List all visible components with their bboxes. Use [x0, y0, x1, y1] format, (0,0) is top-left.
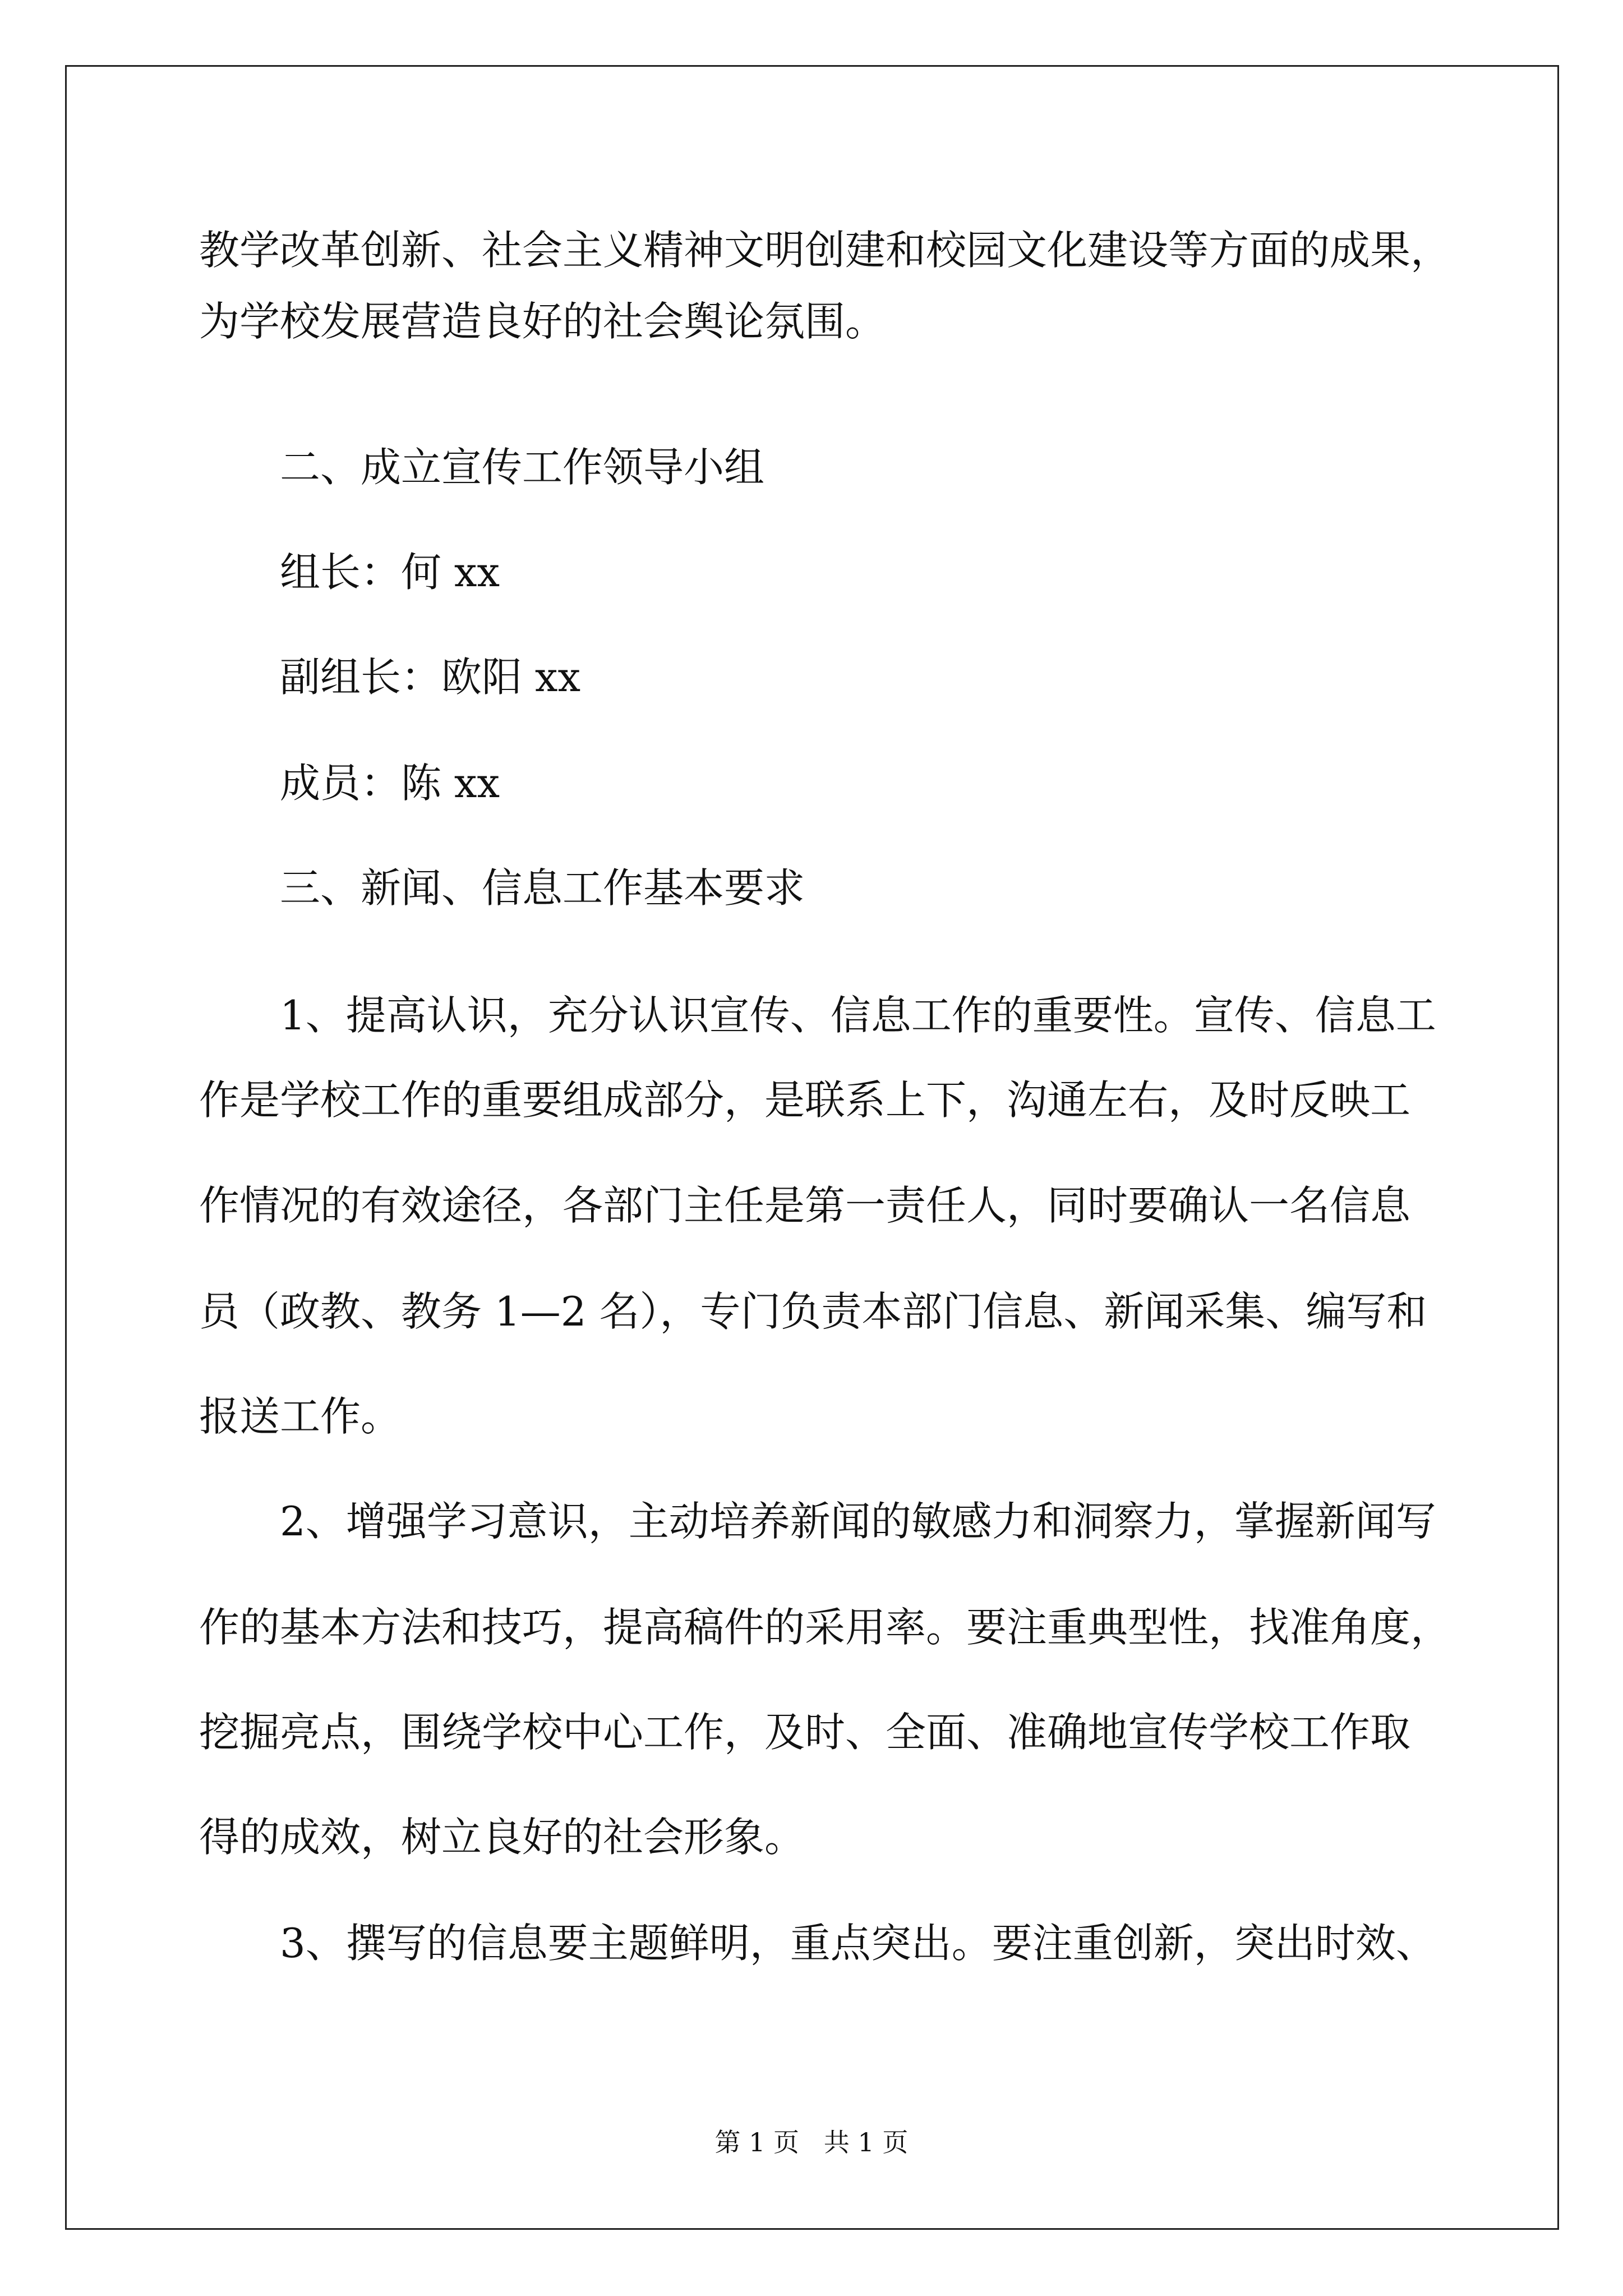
member-line: 成员：陈 xx [280, 760, 500, 807]
paragraph-line: 作情况的有效途径，各部门主任是第一责任人，同时要确认一名信息 [199, 1182, 1411, 1229]
paragraph-line: 作是学校工作的重要组成部分，是联系上下，沟通左右，及时反映工 [199, 1076, 1411, 1124]
paragraph-line: 报送工作。 [199, 1393, 402, 1440]
paragraph-line: 1、提高认识，充分认识宣传、信息工作的重要性。宣传、信息工 [280, 992, 1436, 1039]
deputy-leader-line: 副组长：欧阳 xx [280, 654, 581, 701]
paragraph-line: 2、增强学习意识，主动培养新闻的敏感力和洞察力，掌握新闻写 [280, 1498, 1436, 1545]
section-heading: 二、成立宣传工作领导小组 [280, 444, 765, 491]
paragraph-line: 挖掘亮点，围绕学校中心工作，及时、全面、准确地宣传学校工作取 [199, 1709, 1411, 1756]
paragraph-line: 教学改革创新、社会主义精神文明创建和校园文化建设等方面的成果， [199, 227, 1451, 274]
paragraph-line: 员（政教、教务 1—2 名），专门负责本部门信息、新闻采集、编写和 [199, 1288, 1427, 1335]
leader-line: 组长：何 xx [280, 549, 500, 596]
page-number-footer: 第 1 页 共 1 页 [714, 2127, 909, 2157]
paragraph-line: 作的基本方法和技巧，提高稿件的采用率。要注重典型性，找准角度， [199, 1604, 1451, 1651]
paragraph-line: 为学校发展营造良好的社会舆论氛围。 [199, 298, 886, 345]
section-heading: 三、新闻、信息工作基本要求 [280, 864, 805, 912]
paragraph-line: 得的成效，树立良好的社会形象。 [199, 1814, 805, 1861]
page-border [65, 65, 1559, 2230]
paragraph-line: 3、撰写的信息要主题鲜明，重点突出。要注重创新，突出时效、 [280, 1920, 1436, 1967]
